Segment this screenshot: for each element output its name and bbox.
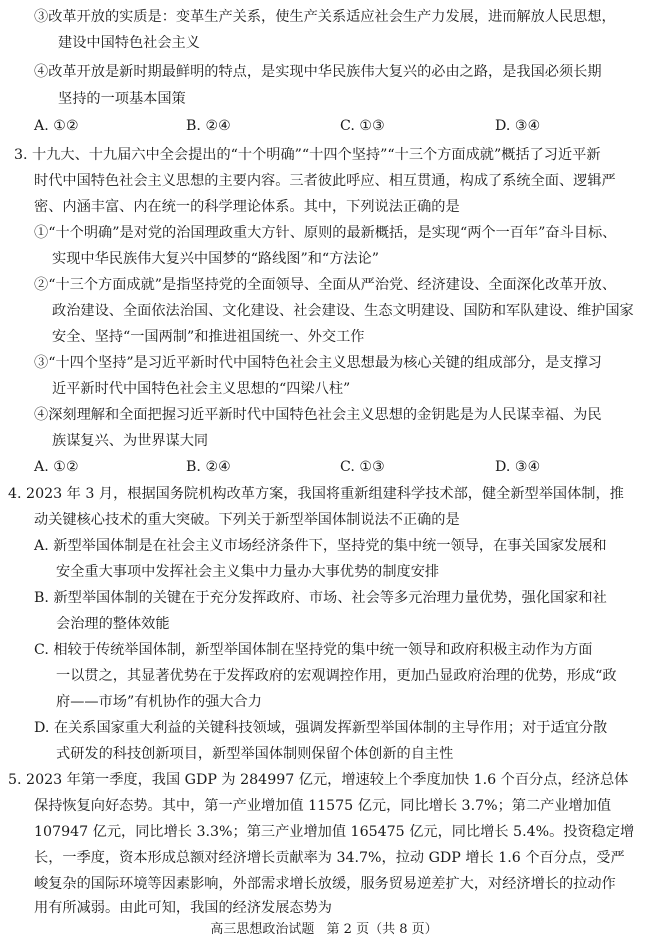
q5-stem-line-2: 保持恢复向好态势。其中，第一产业增加值 11575 亿元，同比增长 3.7%；第二产业增加值 xyxy=(34,798,612,814)
q2-choice-a: A. ①② xyxy=(34,118,79,134)
q3-stem-line-3: 密、内涵丰富、内在统一的科学理论体系。其中，下列说法正确的是 xyxy=(34,199,460,215)
q4-stem-line-2: 动关键核心技术的重大突破。下列关于新型举国体制说法不正确的是 xyxy=(34,512,460,528)
q3-choice-c: C. ①③ xyxy=(340,459,385,475)
q4-option-b-line-2: 会治理的整体效能 xyxy=(56,616,170,632)
q5-stem-line-1: 5. 2023 年第一季度，我国 GDP 为 284997 亿元，增速较上个季度加快 1.6 个百分点，经济总体 xyxy=(8,772,629,788)
q3-choice-d: D. ③④ xyxy=(495,459,541,475)
q3-option-1-line-1: ①“十个明确”是对党的治国理政重大方针、原则的最新概括，是实现“两个一百年”奋斗目标、 xyxy=(34,225,617,241)
footer-title: 高三思想政治试题 xyxy=(210,922,315,937)
q3-option-4-line-2: 族谋复兴、为世界谋大同 xyxy=(52,433,209,449)
q2-option-4-line-2: 坚持的一项基本国策 xyxy=(58,91,186,107)
q4-stem-line-1: 4. 2023 年 3 月，根据国务院机构改革方案，我国将重新组建科学技术部，健全新型举国体制，推 xyxy=(8,486,624,502)
q3-stem-line-1: 3. 十九大、十九届六中全会提出的“十个明确”“十四个坚持”“十三个方面成就”概括了习近平新 xyxy=(14,147,601,163)
q4-option-b-line-1: B. 新型举国体制的关键在于充分发挥政府、市场、社会等多元治理力量优势，强化国家和社 xyxy=(34,590,607,606)
q3-option-3-line-1: ③“十四个坚持”是习近平新时代中国特色社会主义思想最为核心关键的组成部分，是支撑习 xyxy=(34,355,602,371)
q4-option-c-line-2: 一以贯之，其显著优势在于发挥政府的宏观调控作用，更加凸显政府治理的优势，形成“政 xyxy=(56,668,617,684)
q3-option-2-line-1: ②“十三个方面成就”是指坚持党的全面领导、全面从严治党、经济建设、全面深化改革开放、 xyxy=(34,277,617,293)
q3-option-2-line-3: 安全、坚持“一国两制”和推进祖国统一、外交工作 xyxy=(52,329,365,345)
q4-option-d-line-2: 式研发的科技创新项目，新型举国体制则保留个体创新的自主性 xyxy=(56,746,454,762)
q3-stem-line-2: 时代中国特色社会主义思想的主要内容。三者彼此呼应、相互贯通，构成了系统全面、逻辑严 xyxy=(34,173,616,189)
q2-choices xyxy=(34,117,634,135)
q2-option-4-line-1: ④改革开放是新时期最鲜明的特点，是实现中华民族伟大复兴的必由之路，是我国必须长期 xyxy=(34,64,602,80)
q2-option-3-line-2: 建设中国特色社会主义 xyxy=(58,35,200,51)
q3-choice-a: A. ①② xyxy=(34,459,79,475)
q4-option-c-line-3: 府——市场”有机协作的强大合力 xyxy=(56,694,262,710)
q2-choice-d: D. ③④ xyxy=(495,118,541,134)
q2-option-3-line-1: ③改革开放的实质是：变革生产关系，使生产关系适应社会生产力发展，进而解放人民思想， xyxy=(34,9,616,25)
q4-option-c-line-1: C. 相较于传统举国体制，新型举国体制在坚持党的集中统一领导和政府积极主动作为方面 xyxy=(34,642,593,658)
q5-stem-line-3: 107947 亿元，同比增长 3.3%；第三产业增加值 165475 亿元，同比增长 5.4%。投资稳定增 xyxy=(34,824,635,840)
q3-choice-b: B. ②④ xyxy=(186,459,231,475)
q3-option-2-line-2: 政治建设、全面依法治国、文化建设、社会建设、生态文明建设、国防和军队建设、维护国家 xyxy=(52,303,634,319)
q3-choices xyxy=(34,458,634,476)
q2-choice-c: C. ①③ xyxy=(340,118,385,134)
q2-choice-b: B. ②④ xyxy=(186,118,231,134)
q4-option-d-line-1: D. 在关系国家重大利益的关键科技领域，强调发挥新型举国体制的主导作用；对于适宜分散 xyxy=(34,720,608,736)
q3-option-3-line-2: 近平新时代中国特色社会主义思想的“四梁八柱” xyxy=(52,381,351,397)
page-footer xyxy=(0,922,648,938)
q5-stem-line-4: 长，一季度，资本形成总额对经济增长贡献率为 34.7%，拉动 GDP 增长 1.6 个百分点，受严 xyxy=(34,850,625,866)
q4-option-a-line-1: A. 新型举国体制是在社会主义市场经济条件下，坚持党的集中统一领导，在事关国家发展和 xyxy=(34,538,607,554)
q3-option-1-line-2: 实现中华民族伟大复兴中国梦的“路线图”和“方法论” xyxy=(52,251,379,267)
q3-option-4-line-1: ④深刻理解和全面把握习近平新时代中国特色社会主义思想的金钥匙是为人民谋幸福、为民 xyxy=(34,407,602,423)
q5-stem-line-6: 用有所减弱。由此可知，我国的经济发展态势为 xyxy=(34,900,332,916)
q5-stem-line-5: 峻复杂的国际环境等因素影响，外部需求增长放缓，服务贸易逆差扩大，对经济增长的拉动作 xyxy=(34,876,616,892)
q4-option-a-line-2: 安全重大事项中发挥社会主义集中力量办大事优势的制度安排 xyxy=(56,564,440,580)
footer-page-number: 第 2 页（共 8 页） xyxy=(326,922,438,937)
